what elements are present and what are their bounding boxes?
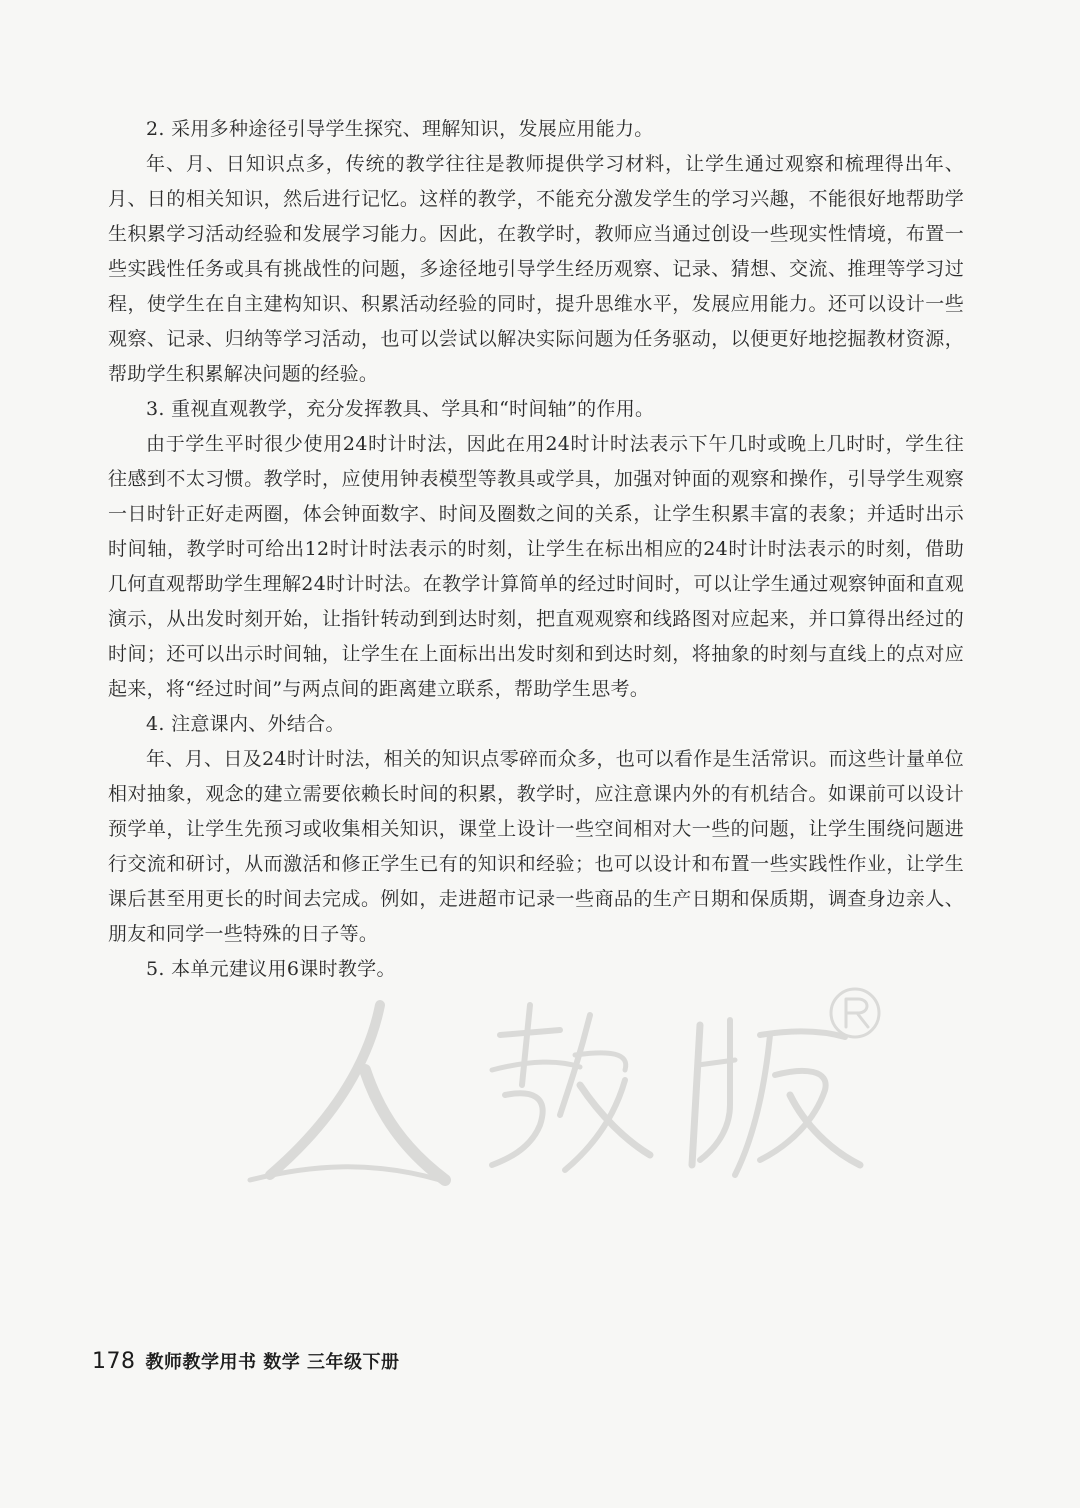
- section-3-paragraph: 由于学生平时很少使用24时计时法，因此在用24时计时法表示下午几时或晚上几时时，学生往往感到不太习惯。教学时，应使用钟表模型等教具或学具，加强对钟面的观察和操作，引导学生观察一日时针正好走两圈，体会钟面数字、时间及圈数之间的关系，让学生积累丰富的表象；并适时出示时间轴，教学时可给出12时计时法表示的时刻，让学生在标出相应的24时计时法表示的时刻，借助几何直观帮助学生理解24时计时法。在教学计算简单的经过时间时，可以让学生通过观察钟面和直观演示，从出发时刻开始，让指针转动到到达时刻，把直观观察和线路图对应起来，并口算得出经过的时间；还可以出示时间轴，让学生在上面标出出发时刻和到达时刻，将抽象的时刻与直线上的点对应起来，将“经过时间”与两点间的距离建立联系，帮助学生思考。: [108, 433, 964, 700]
- section-2-paragraph: 年、月、日知识点多，传统的教学往往是教师提供学习材料，让学生通过观察和梳理得出年、月、日的相关知识，然后进行记忆。这样的教学，不能充分激发学生的学习兴趣，不能很好地帮助学生积累学习活动经验和发展学习能力。因此，在教学时，教师应当通过创设一些现实性情境，布置一些实践性任务或具有挑战性的问题，多途径地引导学生经历观察、记录、猜想、交流、推理等学习过程，使学生在自主建构知识、积累活动经验的同时，提升思维水平，发展应用能力。还可以设计一些观察、记录、归纳等学习活动，也可以尝试以解决实际问题为任务驱动，以便更好地挖掘教材资源，帮助学生积累解决问题的经验。: [108, 153, 964, 385]
- section-2-heading: 2. 采用多种途径引导学生探究、理解知识，发展应用能力。: [146, 118, 654, 140]
- section-3-heading: 3. 重视直观教学，充分发挥教具、学具和“时间轴”的作用。: [146, 398, 655, 420]
- page-footer: [92, 1348, 400, 1378]
- page-number: 178: [92, 1349, 136, 1374]
- section-5-heading: 5. 本单元建议用6课时教学。: [146, 958, 396, 980]
- section-4-paragraph: 年、月、日及24时计时法，相关的知识点零碎而众多，也可以看作是生活常识。而这些计量单位相对抽象，观念的建立需要依赖长时间的积累，教学时，应注意课内外的有机结合。如课前可以设计预学单，让学生先预习或收集相关知识，课堂上设计一些空间相对大一些的问题，让学生围绕问题进行交流和研讨，从而激活和修正学生已有的知识和经验；也可以设计和布置一些实践性作业，让学生课后甚至用更长的时间去完成。例如，走进超市记录一些商品的生产日期和保质期，调查身边亲人、朋友和同学一些特殊的日子等。: [108, 748, 964, 945]
- book-title: 教师教学用书 数学 三年级下册: [145, 1352, 400, 1373]
- publisher-watermark-logo: [230, 975, 890, 1205]
- page-body: [108, 112, 964, 987]
- section-4-heading: 4. 注意课内、外结合。: [146, 713, 345, 735]
